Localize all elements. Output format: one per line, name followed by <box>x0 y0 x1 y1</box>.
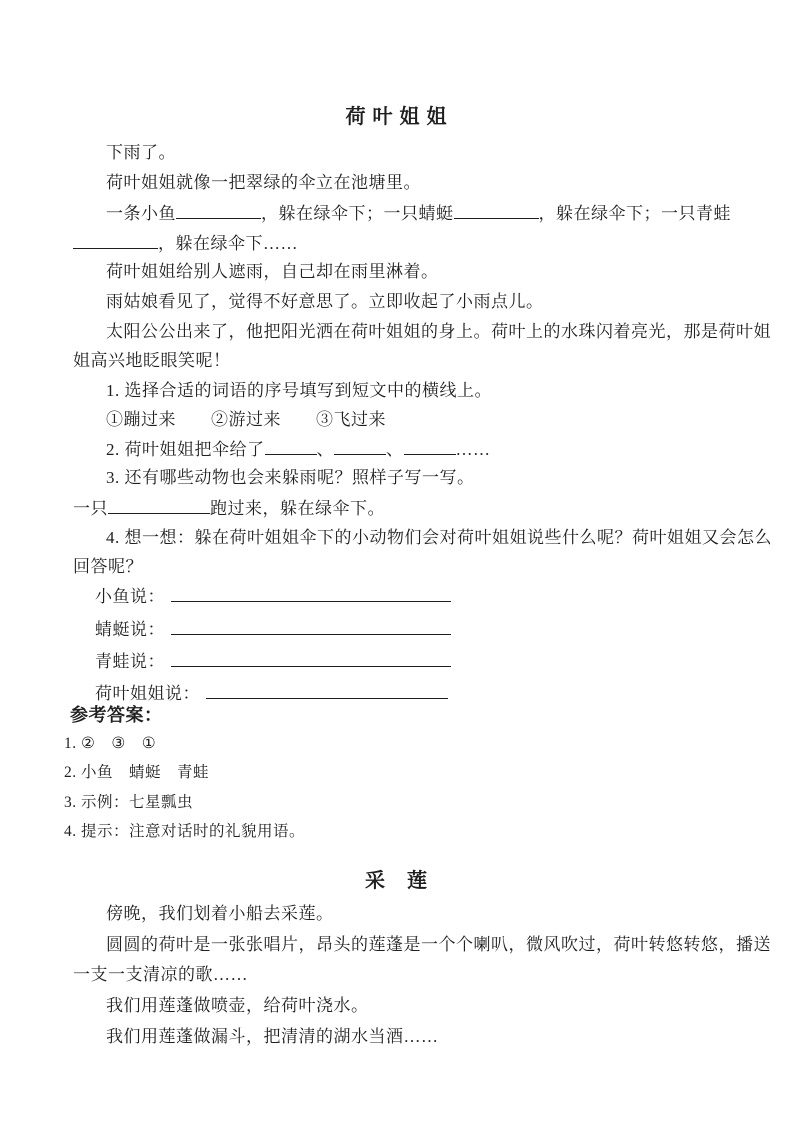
p2-para1: 傍晚，我们划着小船去采莲。 <box>106 904 334 923</box>
speaker-line-frog <box>95 650 451 673</box>
q2-blank-1 <box>265 438 317 455</box>
p1-para3-line1 <box>106 202 731 225</box>
p1-para3-text4: ，躲在绿伞下…… <box>158 234 298 253</box>
speaker-fish-label: 小鱼说： <box>95 587 165 606</box>
p1-para6-line2: 姐高兴地眨眼笑呢！ <box>73 351 231 370</box>
p1-para3-text1: 一条小鱼 <box>106 204 176 223</box>
question-1: 1. 选择合适的词语的序号填写到短文中的横线上。 <box>106 381 492 400</box>
q2-blank-3 <box>404 438 456 455</box>
fill-blank-fish <box>176 202 261 219</box>
p1-para2: 荷叶姐姐就像一把翠绿的伞立在池塘里。 <box>106 173 421 192</box>
p1-para3-text2: ，躲在绿伞下；一只蜻蜓 <box>261 204 454 223</box>
answer-3: 3. 示例：七星瓢虫 <box>64 794 194 811</box>
question-3: 3. 还有哪些动物也会来躲雨呢？照样子写一写。 <box>106 468 475 487</box>
speaker-fish-writing-line <box>171 585 451 602</box>
answer-4: 4. 提示：注意对话时的礼貌用语。 <box>64 823 306 840</box>
fill-blank-frog <box>73 232 158 249</box>
speaker-dragonfly-label: 蜻蜓说： <box>95 620 165 639</box>
speaker-frog-writing-line <box>171 650 451 667</box>
p1-para3-text3: ，躲在绿伞下；一只青蛙 <box>538 204 731 223</box>
q2-prefix: 2. 荷叶姐姐把伞给了 <box>106 440 265 459</box>
question-2 <box>106 438 491 461</box>
p2-para3: 我们用莲蓬做喷壶，给荷叶浇水。 <box>106 996 369 1015</box>
p1-para6-line1: 太阳公公出来了，他把阳光洒在荷叶姐姐的身上。荷叶上的水珠闪着亮光，那是荷叶姐 <box>106 322 771 341</box>
p1-para3-line2 <box>73 232 298 255</box>
question-4-line1: 4. 想一想：躲在荷叶姐姐伞下的小动物们会对荷叶姐姐说些什么呢？荷叶姐姐又会怎么 <box>106 528 772 547</box>
q3-suffix: 跑过来，躲在绿伞下。 <box>210 499 385 518</box>
answer-2: 2. 小鱼 蜻蜓 青蛙 <box>64 764 210 781</box>
question-3-answer-line <box>73 497 385 520</box>
p1-para1: 下雨了。 <box>106 143 176 162</box>
p1-para4: 荷叶姐姐给别人遮雨，自己却在雨里淋着。 <box>106 262 439 281</box>
p1-para5: 雨姑娘看见了，觉得不好意思了。立即收起了小雨点儿。 <box>106 292 544 311</box>
speaker-lotus-label: 荷叶姐姐说： <box>95 684 200 703</box>
speaker-line-fish <box>95 585 451 608</box>
q2-ellipsis: …… <box>455 440 491 459</box>
q2-blank-2 <box>334 438 386 455</box>
q2-sep-1: 、 <box>316 440 334 459</box>
q2-sep-2: 、 <box>386 440 404 459</box>
p2-para2-line2: 一支一支清凉的歌…… <box>73 965 248 984</box>
answer-1: 1. ② ③ ① <box>64 735 157 752</box>
speaker-line-dragonfly <box>95 618 451 641</box>
p2-para2-line1: 圆圆的荷叶是一张张唱片，昂头的莲蓬是一个个喇叭，微风吹过，荷叶转悠转悠，播送 <box>106 935 771 954</box>
fill-blank-dragonfly <box>454 202 539 219</box>
speaker-line-lotus <box>95 682 448 705</box>
p2-para4: 我们用莲蓬做漏斗，把清清的湖水当酒…… <box>106 1027 439 1046</box>
speaker-frog-label: 青蛙说： <box>95 652 165 671</box>
speaker-lotus-writing-line <box>206 682 448 699</box>
question-1-options: ①蹦过来 ②游过来 ③飞过来 <box>106 410 386 429</box>
q3-blank <box>108 497 210 514</box>
passage2-title: 采 莲 <box>365 870 428 892</box>
answers-heading: 参考答案： <box>70 705 163 725</box>
q3-prefix: 一只 <box>73 499 108 518</box>
question-4-line2: 回答呢？ <box>73 557 143 576</box>
passage1-title: 荷 叶 姐 姐 <box>345 106 448 128</box>
speaker-dragonfly-writing-line <box>171 618 451 635</box>
